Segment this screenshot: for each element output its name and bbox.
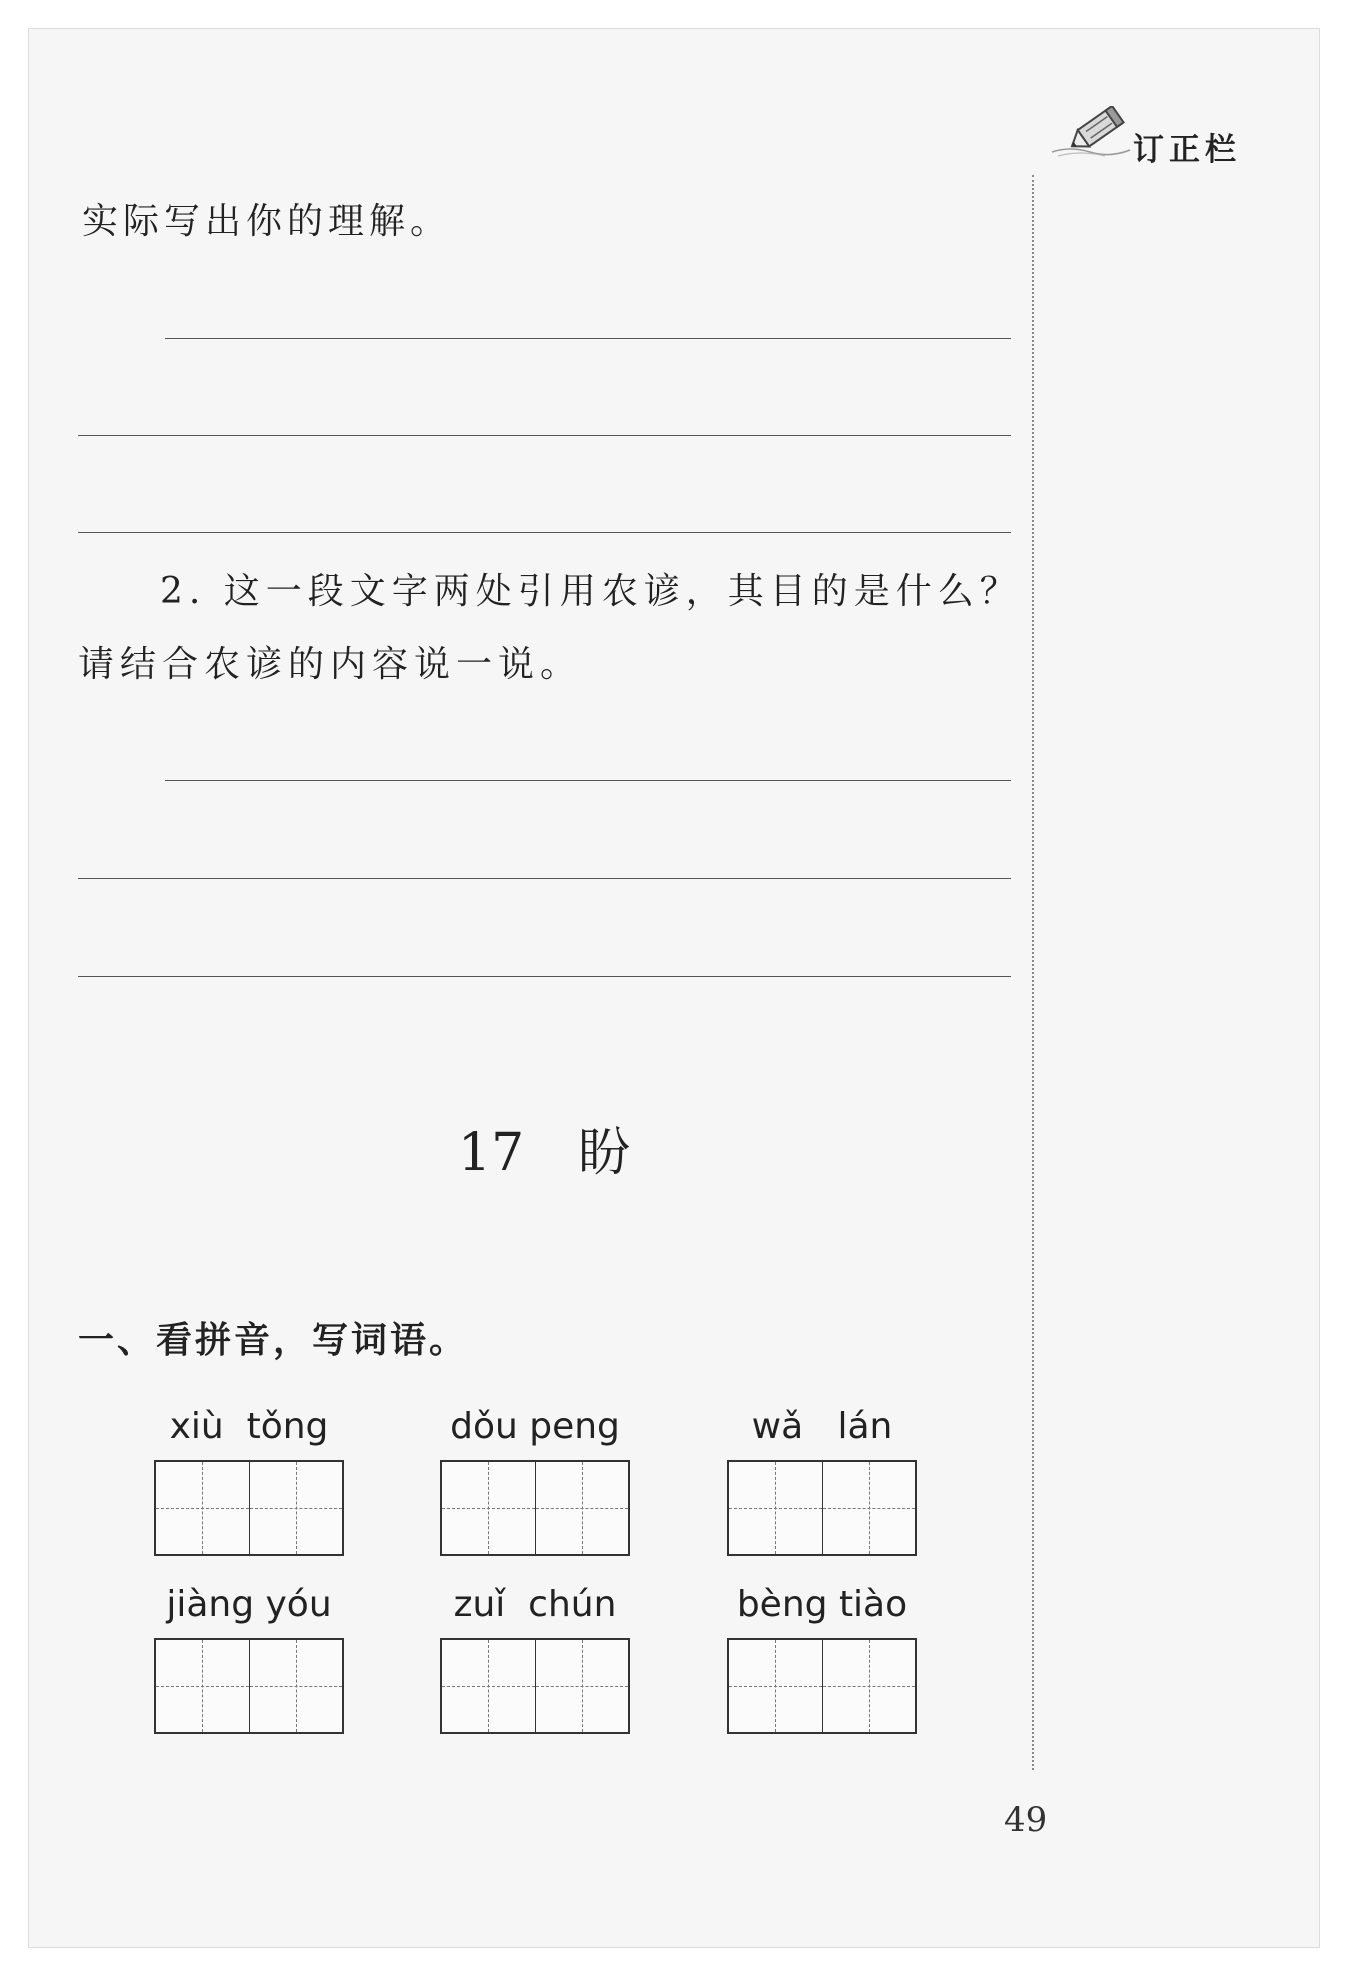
lesson-number: 17 (458, 1123, 525, 1183)
word-item (440, 1404, 630, 1556)
question1-text: 实际写出你的理解。 (82, 201, 452, 242)
question2-answer-line-3[interactable] (78, 976, 1011, 977)
pencil-icon (1050, 106, 1140, 166)
word-item (727, 1404, 917, 1556)
pinyin-label: zuǐ chún (453, 1584, 617, 1625)
word-item (727, 1582, 917, 1734)
question1-answer-line-2[interactable] (78, 435, 1011, 436)
word-item (440, 1582, 630, 1734)
tianzige-box[interactable] (440, 1460, 630, 1556)
question1-answer-line-3[interactable] (78, 532, 1011, 533)
tianzige-box[interactable] (440, 1638, 630, 1734)
tianzige-box[interactable] (727, 1638, 917, 1734)
correction-column-header (1050, 106, 1260, 166)
tianzige-box[interactable] (154, 1460, 344, 1556)
tianzige-box[interactable] (154, 1638, 344, 1734)
question2-text-line2: 请结合农谚的内容说一说。 (78, 644, 583, 685)
lesson-name: 盼 (578, 1123, 631, 1183)
question2-text-line1: 2. 这一段文字两处引用农谚，其目的是什么？ (160, 571, 1022, 612)
pinyin-label: dǒu peng (450, 1406, 620, 1447)
word-item (154, 1582, 344, 1734)
question1-answer-line-1[interactable] (165, 338, 1011, 339)
correction-column-divider (1032, 175, 1034, 1770)
lesson-title (458, 1110, 630, 1185)
pinyin-label: jiàng yóu (166, 1584, 332, 1625)
word-item (154, 1404, 344, 1556)
page-number: 49 (1004, 1800, 1048, 1840)
question2-answer-line-1[interactable] (165, 780, 1011, 781)
pinyin-label: xiù tǒng (169, 1406, 329, 1447)
question2-answer-line-2[interactable] (78, 878, 1011, 879)
pinyin-label: wǎ lán (751, 1406, 893, 1447)
correction-column-title: 订正栏 (1133, 132, 1241, 168)
section-heading: 一、看拼音，写词语。 (78, 1320, 469, 1361)
pinyin-label: bèng tiào (736, 1584, 908, 1625)
tianzige-box[interactable] (727, 1460, 917, 1556)
